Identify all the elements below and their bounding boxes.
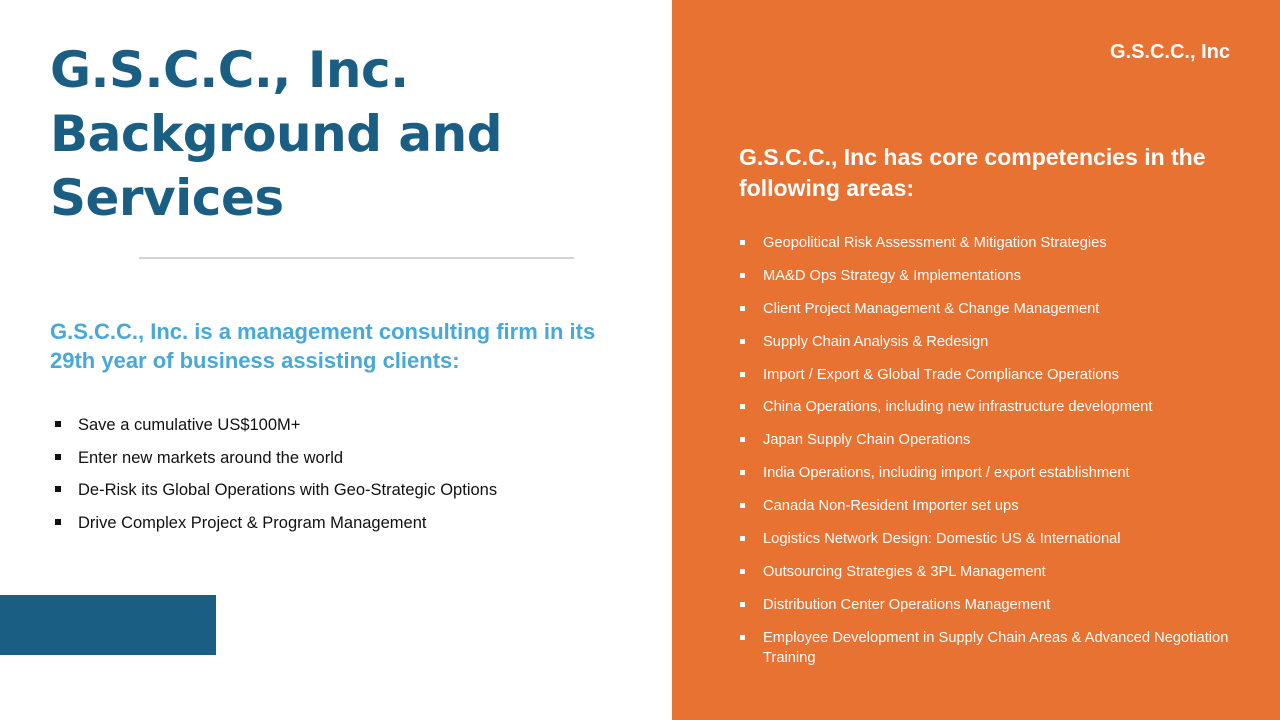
benefit-text: De-Risk its Global Operations with Geo-Strategic Options (78, 481, 498, 499)
square-bullet-icon (55, 454, 61, 460)
competency-item (739, 628, 1239, 668)
competency-item (739, 529, 1239, 549)
competency-item (739, 365, 1239, 385)
benefit-text: Enter new markets around the world (78, 448, 344, 467)
competency-item (739, 562, 1239, 582)
competency-text: Canada Non-Resident Importer set ups (763, 498, 1019, 515)
square-bullet-icon (740, 569, 745, 574)
square-bullet-icon (740, 339, 745, 344)
square-bullet-icon (55, 486, 61, 492)
competency-text: Employee Development in Supply Chain Areas & Advanced Negotiation Training (763, 629, 1229, 666)
brand-name: G.S.C.C., Inc (1109, 41, 1230, 63)
benefit-item (55, 443, 497, 476)
benefits-list (55, 410, 497, 540)
title-line: Services (50, 169, 284, 227)
square-bullet-icon (740, 273, 745, 278)
square-bullet-icon (740, 437, 745, 442)
title-line: G.S.C.C., Inc. (50, 41, 409, 99)
competency-text: MA&D Ops Strategy & Implementations (763, 267, 1021, 284)
competency-text: Distribution Center Operations Management (763, 596, 1051, 613)
title-divider (139, 257, 574, 259)
benefit-text: Drive Complex Project & Program Management (78, 513, 427, 532)
square-bullet-icon (740, 635, 745, 640)
competency-item (739, 496, 1239, 516)
competency-text: Japan Supply Chain Operations (763, 432, 971, 449)
intro-text: G.S.C.C., Inc. is a management consulting firm in its 29th year of business assisting clients: (50, 319, 596, 373)
competency-text: Geopolitical Risk Assessment & Mitigation Strategies (763, 235, 1107, 251)
competency-item (739, 266, 1239, 286)
benefit-item (55, 508, 497, 541)
square-bullet-icon (740, 503, 745, 508)
competency-text: Supply Chain Analysis & Redesign (763, 333, 989, 350)
competency-item (739, 332, 1239, 352)
square-bullet-icon (740, 404, 745, 409)
competencies-heading: G.S.C.C., Inc has core competencies in the following areas: (739, 144, 1206, 201)
title-line: Background and (50, 105, 503, 163)
square-bullet-icon (740, 372, 745, 377)
competency-text: Logistics Network Design: Domestic US & International (763, 531, 1121, 548)
square-bullet-icon (740, 470, 745, 475)
slide-title (50, 38, 502, 230)
accent-bar (0, 595, 216, 655)
square-bullet-icon (740, 240, 745, 245)
competency-text: Client Project Management & Change Management (763, 300, 1100, 317)
competency-item (739, 463, 1239, 483)
competency-item (739, 595, 1239, 615)
square-bullet-icon (55, 421, 61, 427)
square-bullet-icon (55, 519, 61, 525)
benefit-item (55, 475, 497, 508)
competency-item (739, 299, 1239, 319)
square-bullet-icon (740, 306, 745, 311)
square-bullet-icon (740, 536, 745, 541)
competency-text: Import / Export & Global Trade Compliance Operations (763, 366, 1119, 383)
competency-text: Outsourcing Strategies & 3PL Management (763, 563, 1046, 580)
benefit-item (55, 410, 497, 443)
competency-text: India Operations, including import / export establishment (763, 465, 1130, 482)
benefit-text: Save a cumulative US$100M+ (78, 416, 301, 434)
competency-text: China Operations, including new infrastructure development (763, 399, 1153, 416)
competencies-list (739, 233, 1239, 681)
competency-item (739, 430, 1239, 450)
square-bullet-icon (740, 602, 745, 607)
competency-item (739, 233, 1239, 253)
competency-item (739, 397, 1239, 417)
